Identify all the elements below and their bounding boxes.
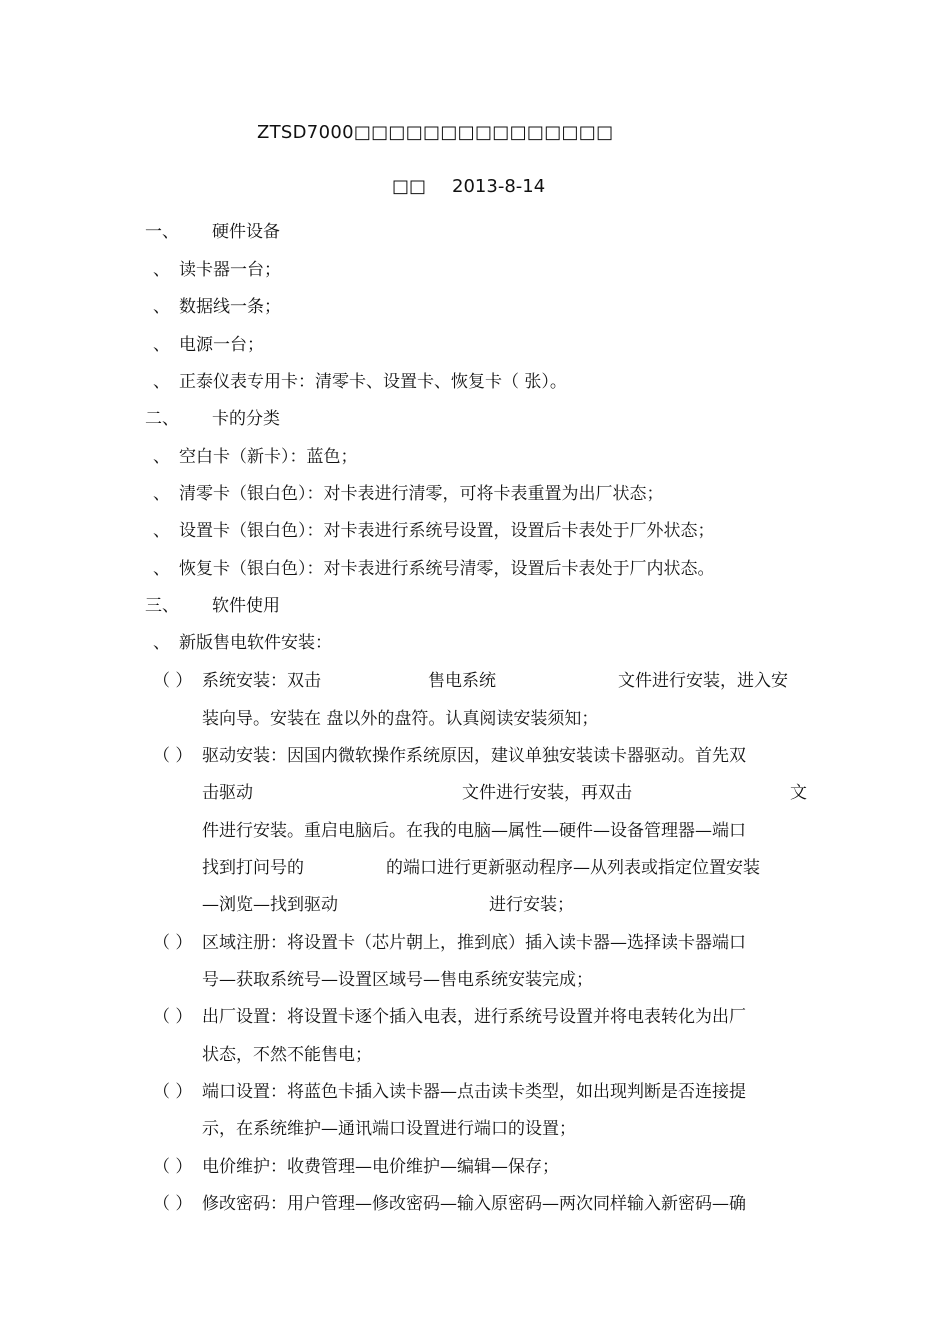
- step-text: 示，在系统维护—通讯端口设置进行端口的设置；: [202, 1119, 576, 1139]
- section-3-number: 三、: [145, 596, 179, 616]
- section-2-number: 二、: [145, 409, 179, 429]
- step-text: 进行安装；: [489, 895, 574, 915]
- step-text: 系统安装：双击: [202, 671, 321, 691]
- section-3-title: 软件使用: [212, 596, 280, 616]
- section-1-number: 一、: [145, 222, 179, 242]
- paren-marker: （ ）: [153, 1157, 193, 1177]
- list-item: 读卡器一台；: [179, 260, 281, 280]
- step-text: 击驱动: [202, 783, 253, 803]
- paren-marker: （ ）: [153, 671, 193, 691]
- list-item: 清零卡（银白色）：对卡表进行清零，可将卡表重置为出厂状态；: [179, 484, 664, 504]
- step-text: 文件进行安装，进入安: [618, 671, 788, 691]
- list-item: 正泰仪表专用卡：清零卡、设置卡、恢复卡（ 张）。: [179, 372, 567, 392]
- paren-marker: （ ）: [153, 746, 193, 766]
- document-title: ZTSD7000□□□□□□□□□□□□□□□: [257, 122, 614, 143]
- list-item: 空白卡（新卡）：蓝色；: [179, 447, 358, 467]
- list-bullet: 、: [153, 260, 170, 280]
- author-text: □□: [392, 176, 427, 197]
- step-text: 件进行安装。重启电脑后。在我的电脑—属性—硬件—设备管理器—端口: [202, 821, 746, 841]
- list-item: 新版售电软件安装：: [179, 633, 332, 653]
- step-text: 售电系统: [428, 671, 496, 691]
- paren-marker: （ ）: [153, 1007, 193, 1027]
- step-text: 文件进行安装，再双击: [462, 783, 632, 803]
- list-bullet: 、: [153, 484, 170, 504]
- step-text: —浏览—找到驱动: [202, 895, 338, 915]
- list-bullet: 、: [153, 372, 170, 392]
- list-bullet: 、: [153, 633, 170, 653]
- step-text: 区域注册：将设置卡（芯片朝上，推到底）插入读卡器—选择读卡器端口: [202, 933, 746, 953]
- list-bullet: 、: [153, 521, 170, 541]
- step-text: 端口设置：将蓝色卡插入读卡器—点击读卡类型，如出现判断是否连接提: [202, 1082, 746, 1102]
- step-text: 找到打问号的: [202, 858, 304, 878]
- list-item: 恢复卡（银白色）：对卡表进行系统号清零，设置后卡表处于厂内状态。: [179, 559, 715, 579]
- step-text: 装向导。安装在 盘以外的盘符。认真阅读安装须知；: [202, 709, 599, 729]
- section-2-title: 卡的分类: [212, 409, 280, 429]
- step-text: 电价维护：收费管理—电价维护—编辑—保存；: [202, 1157, 559, 1177]
- list-item: 电源一台；: [179, 335, 264, 355]
- step-text: 号—获取系统号—设置区域号—售电系统安装完成；: [202, 970, 593, 990]
- step-text: 驱动安装：因国内微软操作系统原因，建议单独安装读卡器驱动。首先双: [202, 746, 746, 766]
- step-text: 修改密码：用户管理—修改密码—输入原密码—两次同样输入新密码—确: [202, 1194, 746, 1214]
- list-item: 数据线一条；: [179, 297, 281, 317]
- document-subtitle: [392, 175, 545, 199]
- date-text: 2013-8-14: [452, 176, 546, 197]
- paren-marker: （ ）: [153, 1082, 193, 1102]
- list-bullet: 、: [153, 559, 170, 579]
- section-1-title: 硬件设备: [212, 222, 280, 242]
- list-bullet: 、: [153, 297, 170, 317]
- step-text: 文: [790, 783, 807, 803]
- list-item: 设置卡（银白色）：对卡表进行系统号设置，设置后卡表处于厂外状态；: [179, 521, 715, 541]
- step-text: 出厂设置：将设置卡逐个插入电表，进行系统号设置并将电表转化为出厂: [202, 1007, 746, 1027]
- paren-marker: （ ）: [153, 933, 193, 953]
- step-text: 的端口进行更新驱动程序—从列表或指定位置安装: [386, 858, 760, 878]
- list-bullet: 、: [153, 335, 170, 355]
- paren-marker: （ ）: [153, 1194, 193, 1214]
- list-bullet: 、: [153, 447, 170, 467]
- step-text: 状态，不然不能售电；: [202, 1045, 372, 1065]
